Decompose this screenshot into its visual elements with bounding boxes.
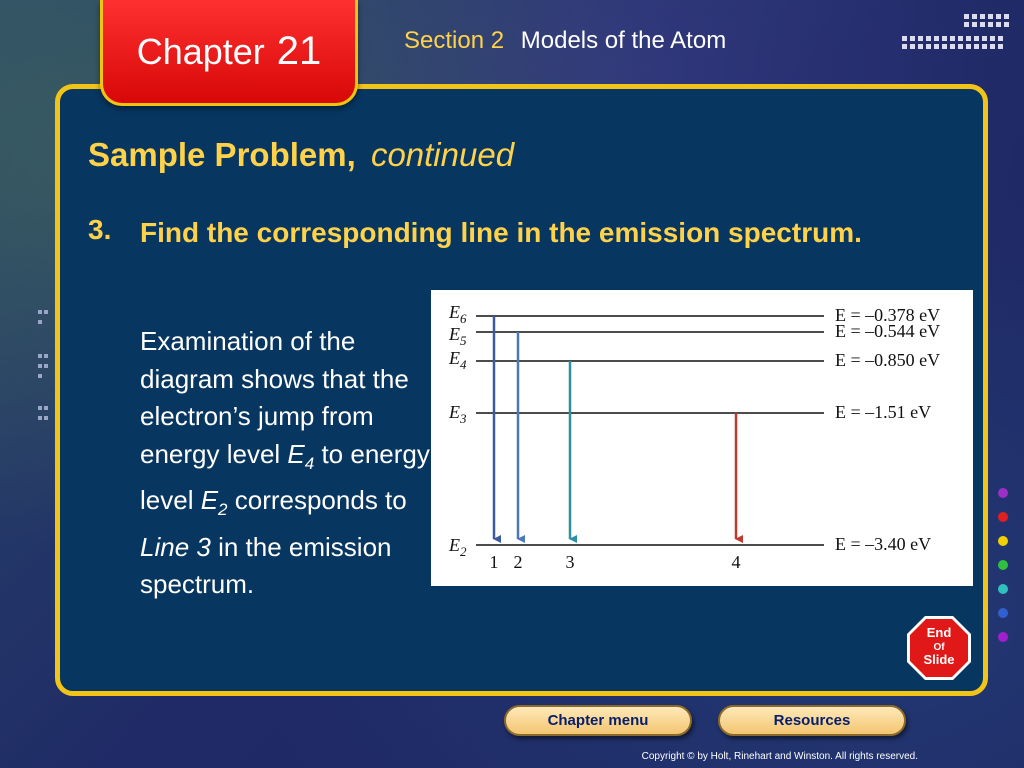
level-e2-sub: 2 (218, 500, 228, 520)
end-of-slide-button[interactable] (905, 614, 973, 682)
end-slide-line-1: End (926, 625, 952, 640)
chapter-label: Chapter (136, 30, 265, 72)
step-number: 3. (88, 214, 112, 245)
step-text: Find the corresponding line in the emission spectrum. (140, 217, 862, 248)
end-slide-line-2: Of (933, 642, 945, 653)
explanation-text (140, 323, 440, 604)
energy-level-diagram (431, 290, 973, 586)
emission-line-4-label: 4 (731, 552, 741, 572)
decorative-color-dots (997, 487, 1011, 647)
energy-value-e4: E = –0.850 eV (835, 350, 941, 370)
emission-line-2-label: 2 (513, 552, 523, 572)
copyright-text: Copyright © by Holt, Rinehart and Winston. All rights reserved. (641, 751, 918, 762)
explanation-part-3: corresponds to (227, 485, 407, 516)
level-e2-letter: E (200, 485, 219, 516)
energy-level-name-e3: $E_3$ (449, 402, 467, 426)
line-reference: Line 3 (140, 531, 211, 562)
decorative-dot-column (38, 310, 50, 430)
slide-heading (88, 136, 514, 174)
energy-value-e6: E = –0.378 eV (835, 305, 941, 325)
section-name: Models of the Atom (520, 27, 727, 54)
level-e4-letter: E (287, 438, 305, 469)
end-slide-line-3: Slide (923, 652, 955, 667)
explanation-part-4: in the emission spectrum. (140, 531, 392, 600)
energy-level-name-e6: $E_6$ (449, 302, 467, 326)
energy-value-e2: E = –3.40 eV (835, 534, 932, 554)
resources-button[interactable]: Resources (718, 705, 906, 736)
explanation-part-2: to energy level (140, 438, 430, 516)
explanation-part-1: Examination of the diagram shows that the electron’s jump from energy level (140, 326, 409, 469)
chapter-menu-button[interactable]: Chapter menu (504, 705, 692, 736)
energy-value-e5: E = –0.544 eV (835, 321, 941, 341)
section-title (404, 27, 726, 55)
energy-value-e3: E = –1.51 eV (835, 402, 932, 422)
section-label: Section 2 (404, 27, 505, 54)
level-e4-sub: 4 (304, 453, 315, 473)
emission-line-3-label: 3 (565, 552, 575, 572)
heading-main: Sample Problem, (88, 136, 356, 173)
chapter-number: 21 (276, 29, 322, 73)
energy-level-name-e4: $E_4$ (449, 348, 467, 372)
heading-continued: continued (370, 136, 515, 173)
decorative-dot-grid (902, 14, 1014, 58)
emission-line-1-label: 1 (489, 552, 499, 572)
energy-level-name-e5: $E_5$ (449, 324, 467, 348)
chapter-tab (100, 0, 358, 106)
energy-level-name-e2: $E_2$ (449, 535, 467, 559)
